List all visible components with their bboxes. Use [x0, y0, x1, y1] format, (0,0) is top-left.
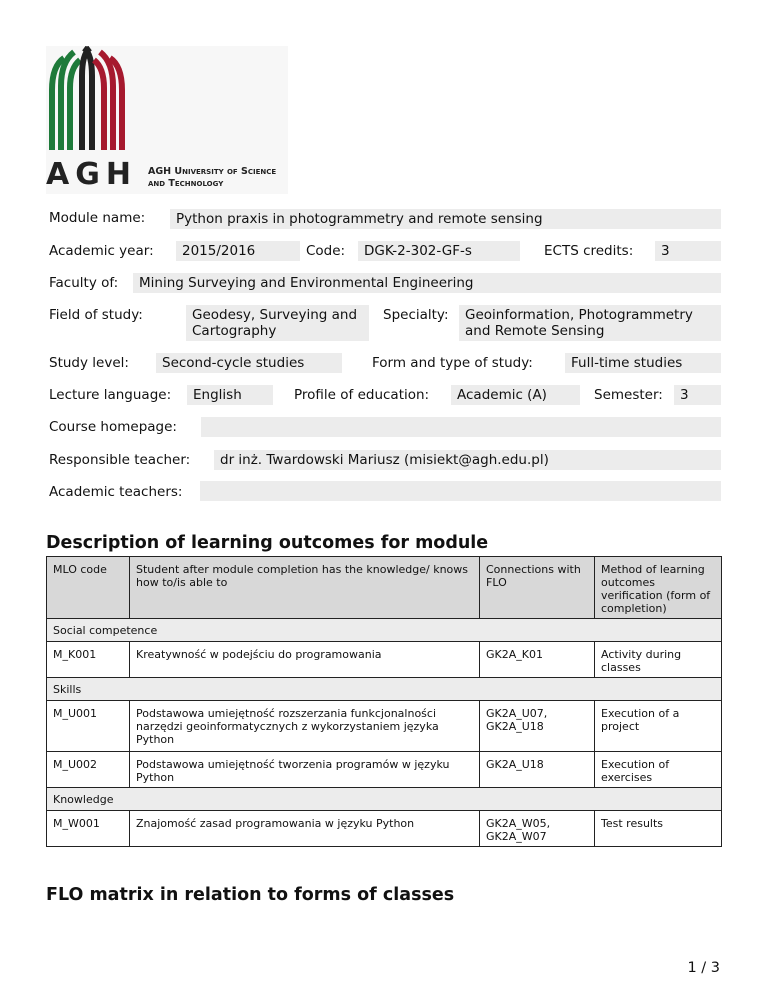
outcome-cell: Podstawowa umiejętność tworzenia programów w języku Python [130, 752, 480, 788]
verification-cell: Activity during classes [595, 642, 722, 678]
responsible-teacher-value: dr inż. Twardowski Mariusz (misiekt@agh.edu.pl) [214, 450, 721, 470]
section-title: Knowledge [47, 788, 722, 811]
course-homepage-value [201, 417, 721, 437]
outcome-cell: Znajomość zasad programowania w języku Python [130, 811, 480, 847]
profile-value: Academic (A) [451, 385, 580, 405]
study-level-value: Second-cycle studies [156, 353, 342, 373]
agh-logo-icon [46, 46, 136, 156]
specialty-value: Geoinformation, Photogrammetry and Remote Sensing [459, 305, 721, 341]
table-row [47, 642, 722, 678]
header-verification-method: Method of learning outcomes verification (form of completion) [595, 557, 722, 619]
flo-matrix-heading: FLO matrix in relation to forms of classes [46, 885, 455, 905]
form-of-study-label: Form and type of study: [372, 355, 533, 371]
module-name-value: Python praxis in photogrammetry and remote sensing [170, 209, 721, 229]
logo-text: AGH [46, 157, 137, 192]
faculty-value: Mining Surveying and Environmental Engineering [133, 273, 721, 293]
verification-cell: Test results [595, 811, 722, 847]
field-of-study-value: Geodesy, Surveying and Cartography [186, 305, 369, 341]
ects-label: ECTS credits: [544, 243, 634, 259]
mlo-code-cell: M_U001 [47, 701, 130, 752]
faculty-label: Faculty of: [49, 275, 119, 291]
table-row [47, 752, 722, 788]
section-row-knowledge [47, 788, 722, 811]
page-number: 1 / 3 [687, 960, 720, 976]
header-connections-flo: Connections with FLO [480, 557, 595, 619]
ects-value: 3 [655, 241, 721, 261]
code-label: Code: [306, 243, 346, 259]
verification-cell: Execution of exercises [595, 752, 722, 788]
section-row-skills [47, 678, 722, 701]
outcome-cell: Podstawowa umiejętność rozszerzania funkcjonalności narzędzi geoinformatycznych z wykorzystaniem języka Python [130, 701, 480, 752]
form-of-study-value: Full-time studies [565, 353, 721, 373]
semester-value: 3 [674, 385, 721, 405]
course-homepage-label: Course homepage: [49, 419, 177, 435]
semester-label: Semester: [594, 387, 663, 403]
code-value: DGK-2-302-GF-s [358, 241, 520, 261]
outcome-cell: Kreatywność w podejściu do programowania [130, 642, 480, 678]
module-name-label: Module name: [49, 210, 146, 226]
study-level-label: Study level: [49, 355, 129, 371]
learning-outcomes-heading: Description of learning outcomes for module [46, 533, 489, 553]
section-title: Skills [47, 678, 722, 701]
academic-year-value: 2015/2016 [176, 241, 300, 261]
flo-cell: GK2A_K01 [480, 642, 595, 678]
profile-label: Profile of education: [294, 387, 430, 403]
learning-outcomes-table [46, 556, 722, 847]
specialty-label: Specialty: [383, 307, 449, 323]
mlo-code-cell: M_U002 [47, 752, 130, 788]
section-row-social [47, 619, 722, 642]
flo-cell: GK2A_U07, GK2A_U18 [480, 701, 595, 752]
field-of-study-label: Field of study: [49, 307, 143, 323]
academic-teachers-label: Academic teachers: [49, 484, 183, 500]
mlo-code-cell: M_K001 [47, 642, 130, 678]
table-row [47, 811, 722, 847]
logo-line2: and Technology [148, 178, 224, 189]
flo-cell: GK2A_W05, GK2A_W07 [480, 811, 595, 847]
agh-logo [46, 46, 288, 194]
mlo-code-cell: M_W001 [47, 811, 130, 847]
verification-cell: Execution of a project [595, 701, 722, 752]
responsible-teacher-label: Responsible teacher: [49, 452, 191, 468]
logo-line1: AGH University of Science [148, 166, 277, 177]
header-mlo-code: MLO code [47, 557, 130, 619]
flo-cell: GK2A_U18 [480, 752, 595, 788]
academic-year-label: Academic year: [49, 243, 154, 259]
lecture-language-label: Lecture language: [49, 387, 172, 403]
table-row [47, 701, 722, 752]
header-student-outcome: Student after module completion has the knowledge/ knows how to/is able to [130, 557, 480, 619]
academic-teachers-value [200, 481, 721, 501]
table-header-row [47, 557, 722, 619]
lecture-language-value: English [187, 385, 273, 405]
section-title: Social competence [47, 619, 722, 642]
